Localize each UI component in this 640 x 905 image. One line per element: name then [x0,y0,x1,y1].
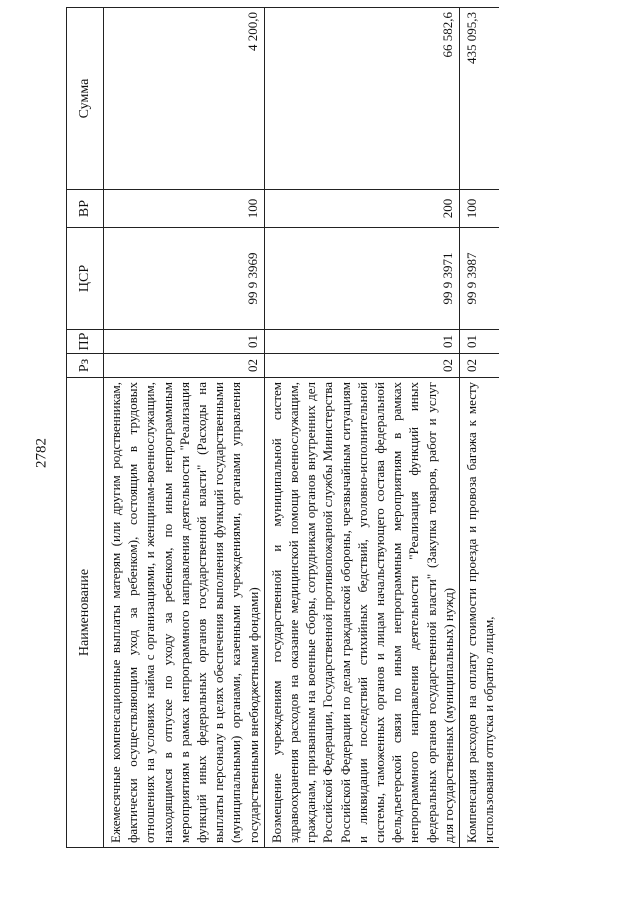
row-pr: 01 [104,330,265,354]
row-rz: 02 [264,354,459,378]
header-csr: ЦСР [67,228,104,330]
row-sum: 66 582,6 [264,8,459,190]
row-vr: 100 [104,190,265,228]
rotated-table-container [66,8,586,848]
row-sum: 435 095,3 [460,8,500,190]
row-pr: 01 [460,330,500,354]
header-vr: ВР [67,190,104,228]
header-name: Наименование [67,378,104,848]
table-row [104,8,265,848]
row-rz: 02 [104,354,265,378]
row-sum: 4 200,0 [104,8,265,190]
row-csr: 99 9 3969 [104,228,265,330]
row-name: Компенсация расходов на оплату стоимости проезда и провоза багажа к месту использования отпуска и обратно лицам, [460,378,500,848]
row-name: Ежемесячные компенсационные выплаты матерям (или другим родственникам, фактически осуществляющим уход за ребенком), состоящим в трудовых отношениях на условиях найма с организациями, и женщинам-военнослужащим, находящимся в отпуске по уходу за ребенком, по иным непрограммным мероприятиям в рамках непрограммного направления деятельности "Реализация функций иных федеральных органов государственной власти" (Расходы на выплаты персоналу в целях обеспечения выполнения функций государственными (муниципальными) органами, казенными учреждениями, органами управления государственными внебюджетными фондами) [104,378,265,848]
row-vr: 200 [264,190,459,228]
row-csr: 99 9 3987 [460,228,500,330]
row-vr: 100 [460,190,500,228]
table-row [264,8,459,848]
page-number: 2782 [33,438,50,468]
budget-table [66,7,499,848]
row-csr: 99 9 3971 [264,228,459,330]
row-rz: 02 [460,354,500,378]
table-header-row [67,8,104,848]
header-sum: Сумма [67,8,104,190]
header-rz: Рз [67,354,104,378]
row-name: Возмещение учреждениям государственной и муниципальной систем здравоохранения расходов на оказание медицинской помощи военнослужащим, гражданам, призванным на военные сборы, сотрудникам органов внутренних дел Российской Федерации, Государственной противопожарной службы Министерства Российской Федерации по делам гражданской обороны, чрезвычайным ситуациям и ликвидации последствий стихийных бедствий, уголовно-исполнительной системы, таможенных органов и лицам начальствующего состава федеральной фельдъегерской связи по иным непрограммным мероприятиям в рамках непрограммного направления деятельности "Реализация функций иных федеральных органов государственной власти" (Закупка товаров, работ и услуг для государственных (муниципальных) нужд) [264,378,459,848]
row-pr: 01 [264,330,459,354]
table-row [460,8,500,848]
header-pr: ПР [67,330,104,354]
